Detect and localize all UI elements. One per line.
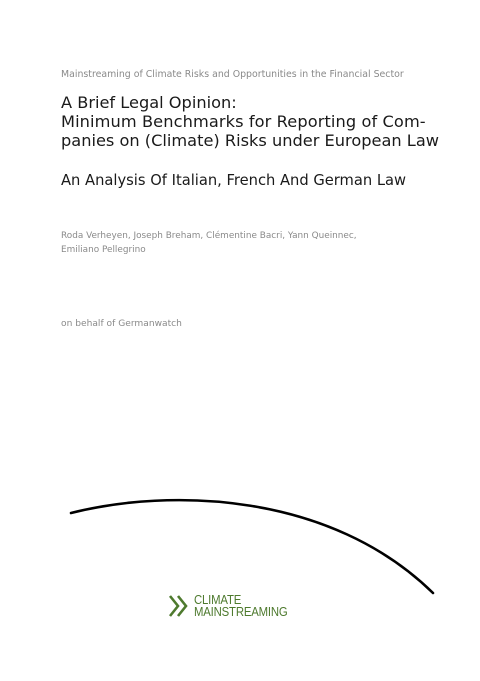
- authors-line-2: Emiliano Pellegrino: [61, 245, 146, 255]
- climate-mainstreaming-logo: [168, 591, 318, 625]
- title-line-3: panies on (Climate) Risks under European Law: [61, 131, 439, 150]
- double-chevron-right-icon: [168, 594, 192, 618]
- series-line: Mainstreaming of Climate Risks and Opportunities in the Financial Sector: [61, 69, 404, 80]
- title-line-1: A Brief Legal Opinion:: [61, 93, 237, 112]
- authors-line-1: Roda Verheyen, Joseph Breham, Clémentine Bacri, Yann Queinnec,: [61, 231, 357, 241]
- title-line-2: Minimum Benchmarks for Reporting of Com-: [61, 112, 426, 131]
- logo-word-climate: CLIMATE: [194, 592, 242, 607]
- on-behalf-of-line: on behalf of Germanwatch: [61, 319, 182, 329]
- document-subtitle: An Analysis Of Italian, French And German Law: [61, 172, 407, 189]
- logo-word-mainstreaming: MAINSTREAMING: [194, 604, 288, 619]
